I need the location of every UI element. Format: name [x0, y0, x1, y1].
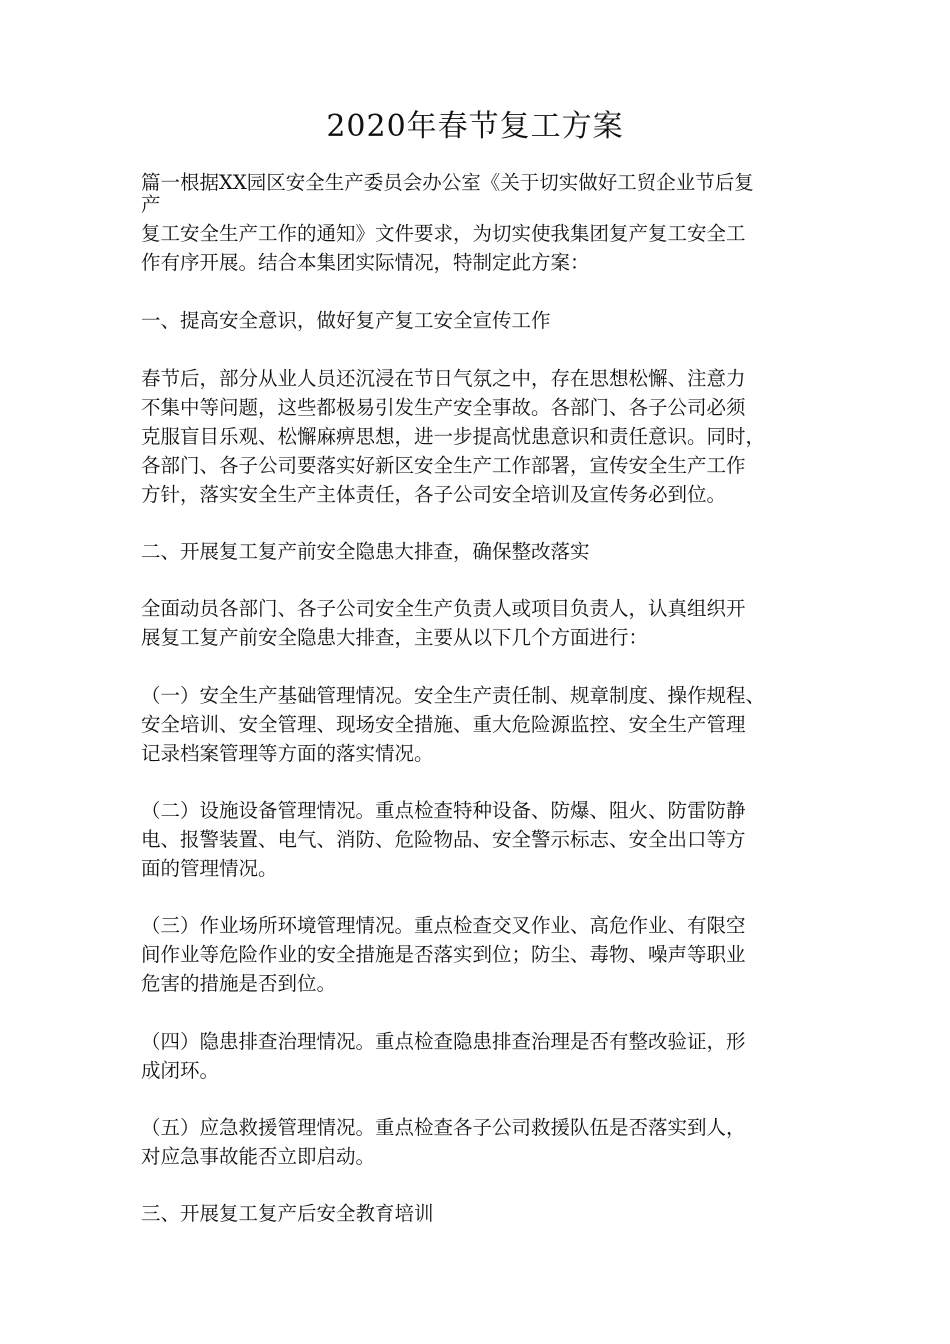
text-line: 各部门、各子公司要落实好新区安全生产工作部署，宣传安全生产工作 — [141, 454, 746, 477]
text-line: 三、开展复工复产后安全教育培训 — [141, 1202, 434, 1225]
text-line: （二）设施设备管理情况。重点检查特种设备、防爆、阻火、防雷防静 — [141, 799, 746, 822]
section-heading-3 — [141, 1199, 811, 1228]
text-line: 方针，落实安全生产主体责任，各子公司安全培训及宣传务必到位。 — [141, 483, 727, 506]
text-line: 危害的措施是否到位。 — [141, 972, 337, 995]
document-title: 2020年春节复工方案 — [326, 109, 624, 144]
paragraph-item-2 — [141, 796, 811, 883]
text-line: 复工安全生产工作的通知》文件要求，为切实使我集团复产复工安全工 — [141, 222, 746, 245]
section-heading-2 — [141, 537, 811, 566]
text-line: 记录档案管理等方面的落实情况。 — [141, 742, 434, 765]
text-line: 面的管理情况。 — [141, 857, 278, 880]
paragraph-item-3 — [141, 911, 811, 998]
text-line: 对应急事故能否立即启动。 — [141, 1145, 376, 1168]
intro-paragraph — [141, 168, 811, 277]
text-line: 电、报警装置、电气、消防、危险物品、安全警示标志、安全出口等方 — [141, 828, 746, 851]
text-line: （五）应急救援管理情况。重点检查各子公司救援队伍是否落实到人， — [141, 1116, 746, 1139]
paragraph-item-5 — [141, 1113, 811, 1171]
paragraph-1 — [141, 364, 811, 509]
text-line: 篇一根据XX园区安全生产委员会办公室《关于切实做好工贸企业节后复 — [141, 171, 754, 194]
text-line: 展复工复产前安全隐患大排查，主要从以下几个方面进行： — [141, 626, 649, 649]
paragraph-2 — [141, 594, 811, 652]
text-line: 不集中等问题，这些都极易引发生产安全事故。各部门、各子公司必须 — [141, 396, 746, 419]
text-line: 成闭环。 — [141, 1059, 220, 1082]
text-line: 产 — [141, 193, 161, 216]
text-line: 克服盲目乐观、松懈麻痹思想，进一步提高忧患意识和责任意识。同时， — [141, 425, 766, 448]
paragraph-item-1 — [141, 681, 811, 768]
text-line: 春节后，部分从业人员还沉浸在节日气氛之中，存在思想松懈、注意力 — [141, 367, 746, 390]
text-line: 作有序开展。结合本集团实际情况，特制定此方案： — [141, 251, 590, 274]
text-line: （四）隐患排查治理情况。重点检查隐患排查治理是否有整改验证，形 — [141, 1030, 746, 1053]
text-line: 一、提高安全意识，做好复产复工安全宣传工作 — [141, 309, 551, 332]
text-line: （一）安全生产基础管理情况。安全生产责任制、规章制度、操作规程、 — [141, 684, 766, 707]
section-heading-1 — [141, 306, 811, 335]
paragraph-item-4 — [141, 1027, 811, 1085]
text-line: 二、开展复工复产前安全隐患大排查，确保整改落实 — [141, 540, 590, 563]
text-line: 全面动员各部门、各子公司安全生产负责人或项目负责人，认真组织开 — [141, 597, 746, 620]
text-line: （三）作业场所环境管理情况。重点检查交叉作业、高危作业、有限空 — [141, 914, 746, 937]
text-line: 间作业等危险作业的安全措施是否落实到位；防尘、毒物、噪声等职业 — [141, 943, 746, 966]
text-line: 安全培训、安全管理、现场安全措施、重大危险源监控、安全生产管理 — [141, 713, 746, 736]
